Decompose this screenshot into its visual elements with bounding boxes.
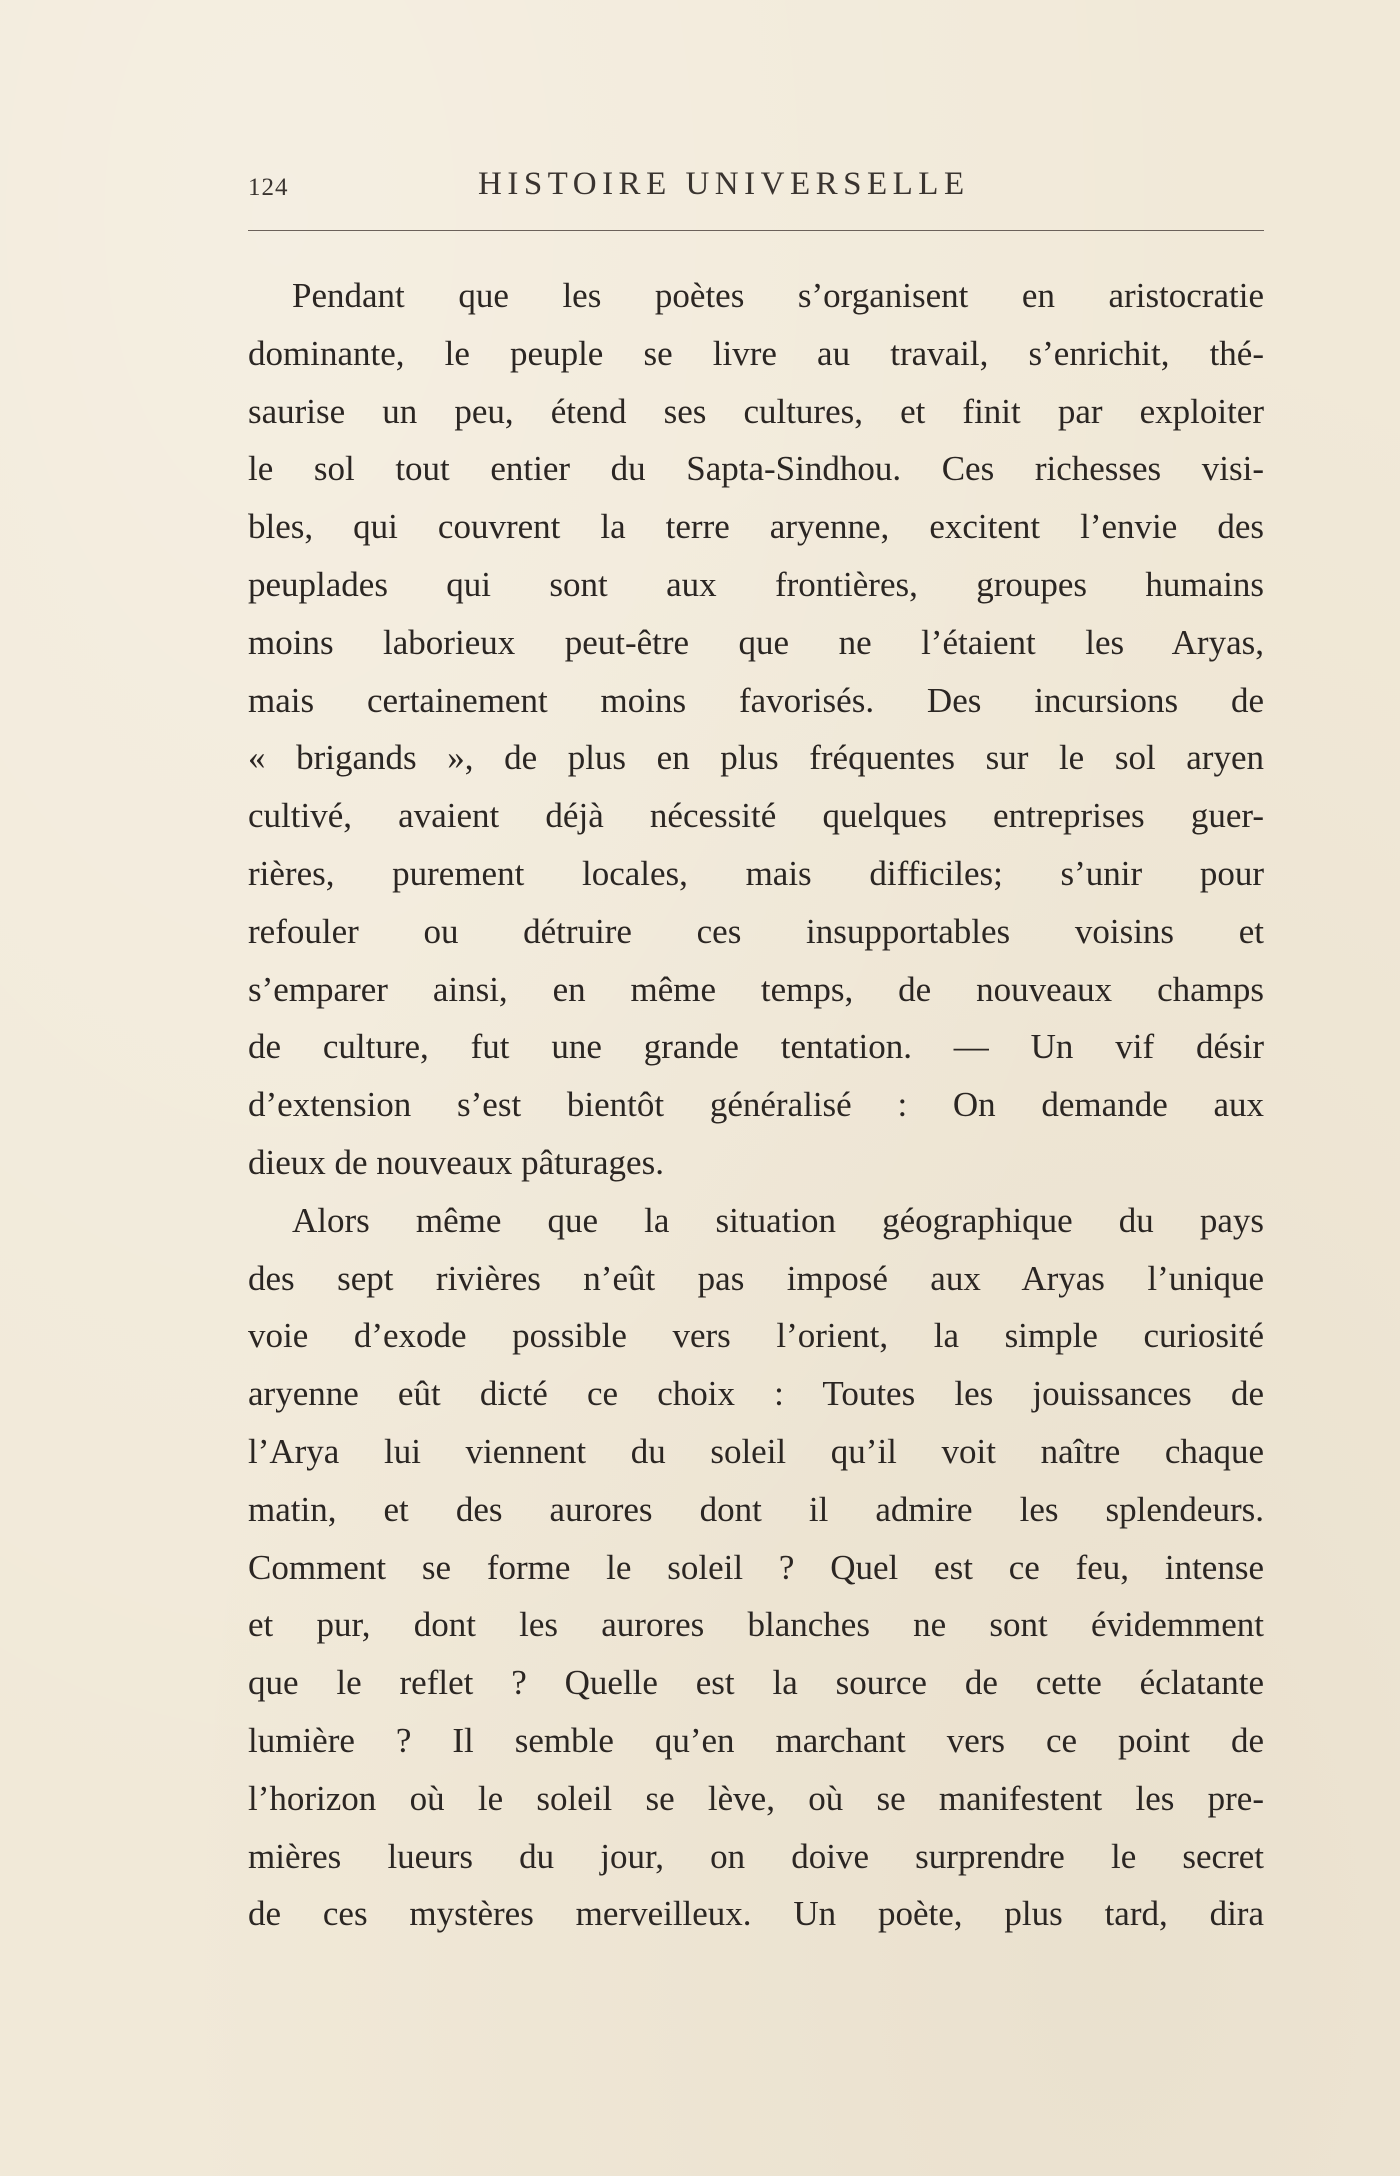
text-line: des sept rivières n’eût pas imposé aux Aryas l’unique xyxy=(248,1258,1264,1298)
text-line: bles, qui couvrent la terre aryenne, excitent l’envie des xyxy=(248,507,1264,547)
text-line: Pendant que les poètes s’organisent en aristocratie xyxy=(292,276,1264,315)
text-line: « brigands », de plus en plus fréquentes sur le sol aryen xyxy=(248,738,1264,778)
running-head xyxy=(248,164,1264,212)
text-line: Comment se forme le soleil ? Quel est ce feu, intense xyxy=(248,1547,1264,1587)
text-line: s’emparer ainsi, en même temps, de nouveaux champs xyxy=(248,969,1264,1009)
body-text xyxy=(248,267,1264,1943)
text-line: mières lueurs du jour, on doive surprendre le secret xyxy=(248,1836,1264,1876)
text-line: voie d’exode possible vers l’orient, la simple curiosité xyxy=(248,1316,1264,1356)
text-line: saurise un peu, étend ses cultures, et finit par exploiter xyxy=(248,391,1264,431)
text-line: dominante, le peuple se livre au travail, s’enrichit, thé- xyxy=(248,333,1264,373)
text-line: d’extension s’est bientôt généralisé : On demande aux xyxy=(248,1085,1264,1125)
text-line: rières, purement locales, mais difficiles; s’unir pour xyxy=(248,853,1264,893)
text-line: de culture, fut une grande tentation. — Un vif désir xyxy=(248,1027,1264,1067)
text-line: lumière ? Il semble qu’en marchant vers ce point de xyxy=(248,1720,1264,1760)
text-line: aryenne eût dicté ce choix : Toutes les jouissances de xyxy=(248,1374,1264,1414)
text-line: cultivé, avaient déjà nécessité quelques entreprises guer- xyxy=(248,796,1264,836)
running-title: HISTOIRE UNIVERSELLE xyxy=(478,166,970,202)
text-line: que le reflet ? Quelle est la source de cette éclatante xyxy=(248,1663,1264,1703)
header-rule xyxy=(248,230,1264,231)
text-line: Alors même que la situation géographique du pays xyxy=(292,1200,1264,1240)
text-line: moins laborieux peut-être que ne l’étaient les Aryas, xyxy=(248,622,1264,662)
text-line: l’Arya lui viennent du soleil qu’il voit naître chaque xyxy=(248,1431,1264,1471)
text-line: dieux de nouveaux pâturages. xyxy=(248,1142,664,1182)
page-number: 124 xyxy=(248,174,289,201)
text-line: mais certainement moins favorisés. Des incursions de xyxy=(248,680,1264,720)
text-line: le sol tout entier du Sapta-Sindhou. Ces richesses visi- xyxy=(248,449,1264,489)
text-line: de ces mystères merveilleux. Un poète, plus tard, dira xyxy=(248,1894,1264,1934)
text-line: l’horizon où le soleil se lève, où se manifestent les pre- xyxy=(248,1778,1264,1818)
text-line: refouler ou détruire ces insupportables voisins et xyxy=(248,911,1264,951)
text-line: et pur, dont les aurores blanches ne sont évidemment xyxy=(248,1605,1264,1645)
text-line: peuplades qui sont aux frontières, groupes humains xyxy=(248,564,1264,604)
text-line: matin, et des aurores dont il admire les splendeurs. xyxy=(248,1489,1264,1529)
